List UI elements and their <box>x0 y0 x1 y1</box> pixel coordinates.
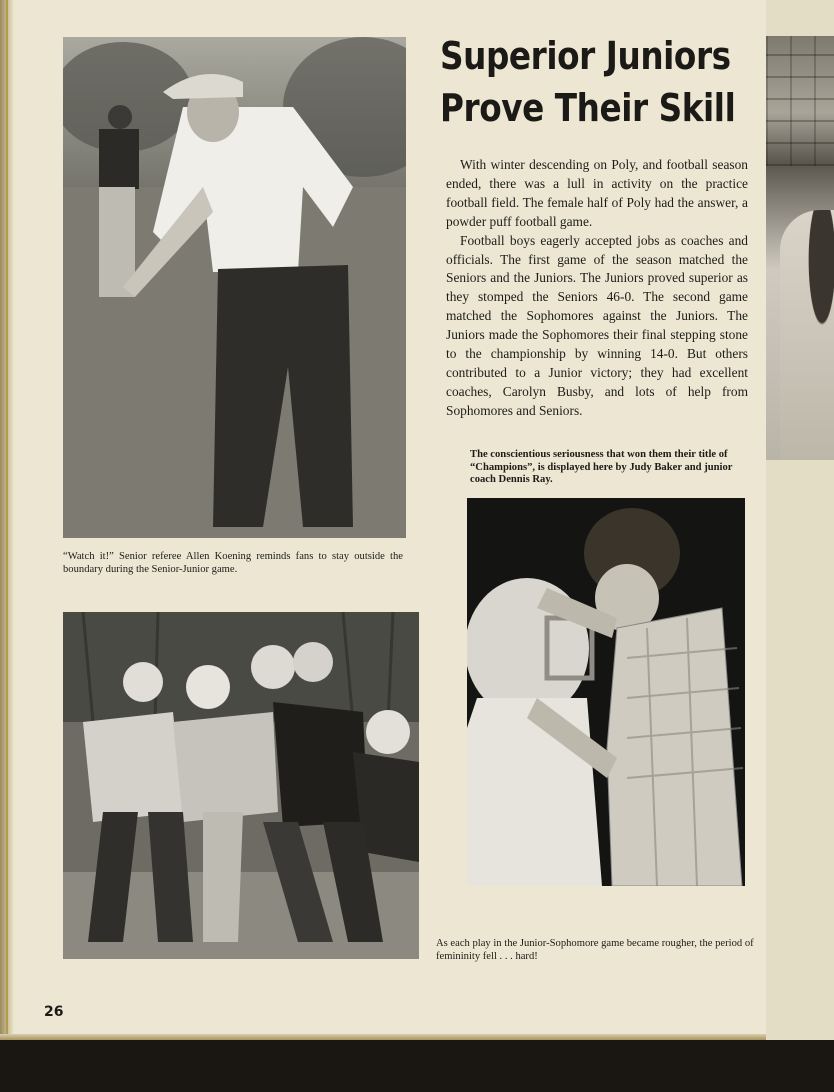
headline-line-2: Prove Their Skill <box>440 86 736 130</box>
gutter-line <box>6 0 8 1040</box>
referee-photo-image <box>63 37 406 538</box>
headline-line-1: Superior Juniors <box>440 34 731 78</box>
facing-page-person <box>780 210 834 460</box>
referee-photo <box>63 37 406 538</box>
page-number: 26 <box>44 1004 64 1020</box>
facing-page-brick-wall <box>766 36 834 166</box>
coach-photo <box>467 498 745 886</box>
referee-caption: “Watch it!” Senior referee Allen Koening reminds fans to stay outside the boundary during the Senior-Junior game. <box>63 551 403 575</box>
scan-background <box>0 1040 834 1092</box>
game-photo-image <box>63 612 419 959</box>
article-paragraph-1: With winter descending on Poly, and football season ended, there was a lull in activity on the practice football field. The female half of Poly had the answer, a powder puff football game. <box>446 157 748 229</box>
coach-photo-image <box>467 498 745 886</box>
game-photo <box>63 612 419 959</box>
game-caption: As each play in the Junior-Sophomore game became rougher, the period of femininity fell . . . hard! <box>436 938 754 962</box>
article-paragraph-2: Football boys eagerly accepted jobs as coaches and officials. The first game of the season matched the Seniors and the Juniors. The Juniors proved superior as they stomped the Seniors 46-0. The second game matched the Sophomores against the Juniors. The Juniors made the Sophomores their final stepping stone to the championship by winning 14-0. But others contributed to a Junior victory; they had excellent coaches, Carolyn Busby, and lots of help from Sophomores and Seniors. <box>446 232 748 418</box>
article-headline <box>440 30 750 134</box>
book-gutter <box>0 0 14 1040</box>
coach-caption: The conscientious seriousness that won them their title of “Champions”, is displayed here by Judy Baker and junior coach Dennis Ray. <box>470 449 733 486</box>
article-body <box>446 156 748 421</box>
